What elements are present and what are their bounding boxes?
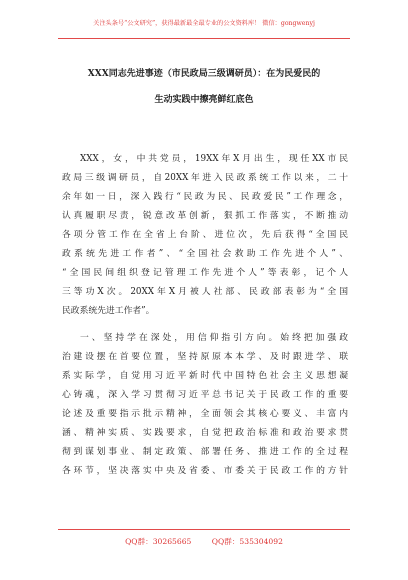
paragraph-line: 一、坚持学在深处，用信仰指引方向。始终把加强政 [80,333,348,343]
paragraph-line: 论述及重要指示批示精神，全面领会其核心要义、丰富内 [62,409,348,419]
paragraph-line: 各项分管工作在全省上台阶、进位次，先后获得“全国民 [62,230,348,240]
paragraph-line: 涵、精神实质、实践要求，自觉把政治标准和政治要求贯 [62,428,348,438]
paragraph-line: 彻到谋划事业、制定政策、部署任务、推进工作的全过程 [62,447,348,457]
paragraph-2 [62,329,348,481]
paragraph-line: “全国民间组织登记管理工作先进个人”等表彰，记个人 [62,268,348,278]
paragraph-line: 治建设摆在首要位置，坚持原原本本学、及时跟进学、联 [62,352,348,362]
title-line-1: XXX同志先进事迹（市民政局三级调研员）：在为民爱民的 [87,69,321,79]
footer-text [0,536,408,547]
paragraph-line: 政系统先进工作者”、“全国社会救助工作先进个人”、 [62,249,348,259]
paragraph-line: 系实际学，自觉用习近平新时代中国特色社会主义思想凝 [62,371,348,381]
paragraph-line: 认真履职尽责，锐意改革创新，狠抓工作落实，不断推动 [62,211,348,221]
footer-divider [58,529,350,530]
paragraph-line: 政局三级调研员，自20XX年进入民政系统工作以来，二十 [62,173,348,183]
paragraph-line: 各环节，坚决落实中央及省委、市委关于民政工作的方针 [62,466,348,476]
paragraph-line: 三等功X次。20XX年X月被人社部、民政部表彰为“全国 [62,287,348,297]
header-text: 关注头条号“公文研究”，获得最新最全最专业的公文资料库！ 微信：gongwenyj [93,20,315,27]
title-line-2: 生动实践中擦亮鲜红底色 [154,95,254,105]
footer-qq-group-1: QQ群：30265665 [125,537,192,546]
paragraph-line: 民政系统先进工作者”。 [62,306,155,316]
paragraph-line: 余年如一日，深入践行“民政为民、民政爱民”工作理念， [62,192,348,202]
header-divider [58,38,350,39]
paragraph-1 [62,150,348,321]
paragraph-line: XXX，女，中共党员，19XX年X月出生，现任XX市民 [80,154,348,164]
footer-qq-group-2: QQ群：535304092 [211,537,283,546]
paragraph-line: 心铸魂，深入学习贯彻习近平总书记关于民政工作的重要 [62,390,348,400]
